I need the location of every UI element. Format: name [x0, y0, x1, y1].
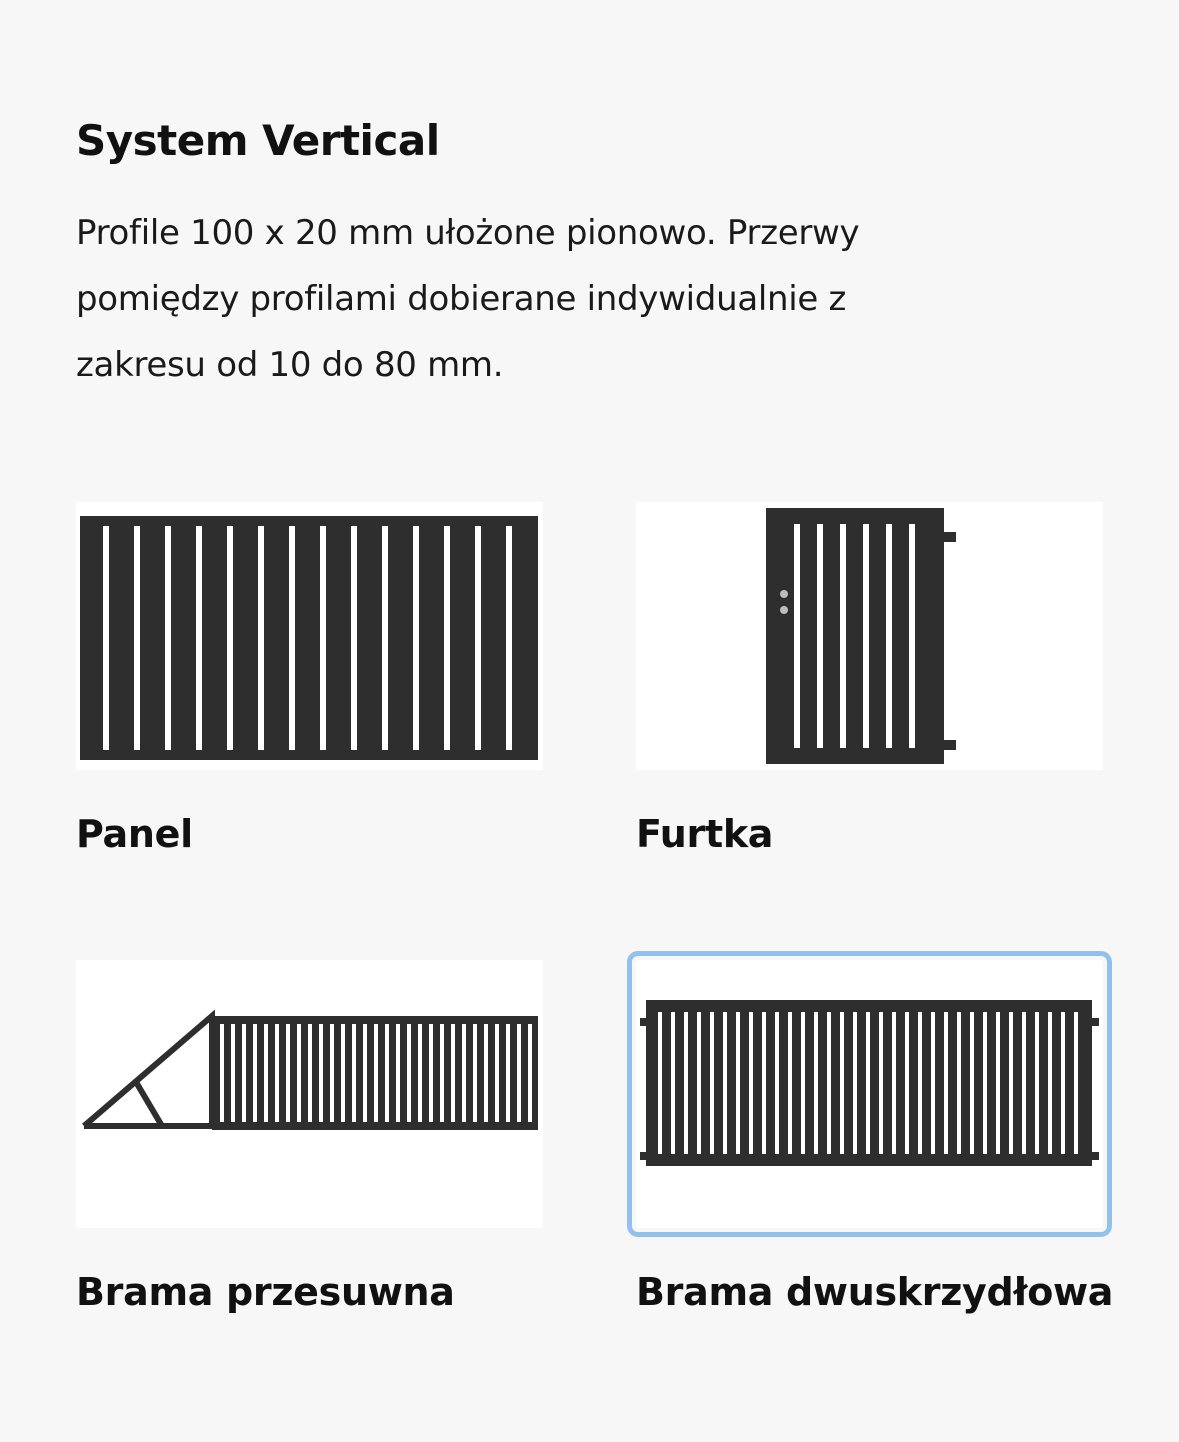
option-panel[interactable]: [76, 502, 543, 862]
option-label-furtka: Furtka: [636, 812, 774, 856]
option-furtka[interactable]: [636, 502, 1103, 862]
option-label-brama-dwuskrzydlowa: Brama dwuskrzydłowa: [636, 1270, 1114, 1314]
sliding-gate-image: [76, 960, 543, 1228]
option-label-brama-przesuwna: Brama przesuwna: [76, 1270, 455, 1314]
panel-fence-image: [76, 502, 543, 770]
double-swing-gate-image: [636, 960, 1103, 1228]
section-description: Profile 100 x 20 mm ułożone pionowo. Przerwy pomiędzy profilami dobierane indywidualnie z zakresu od 10 do 80 mm.: [76, 213, 860, 385]
gate-wicket-image: [636, 502, 1103, 770]
option-label-panel: Panel: [76, 812, 193, 856]
section-title: System Vertical: [76, 116, 440, 165]
option-brama-przesuwna[interactable]: [76, 960, 543, 1320]
option-brama-dwuskrzydlowa[interactable]: [636, 960, 1114, 1320]
